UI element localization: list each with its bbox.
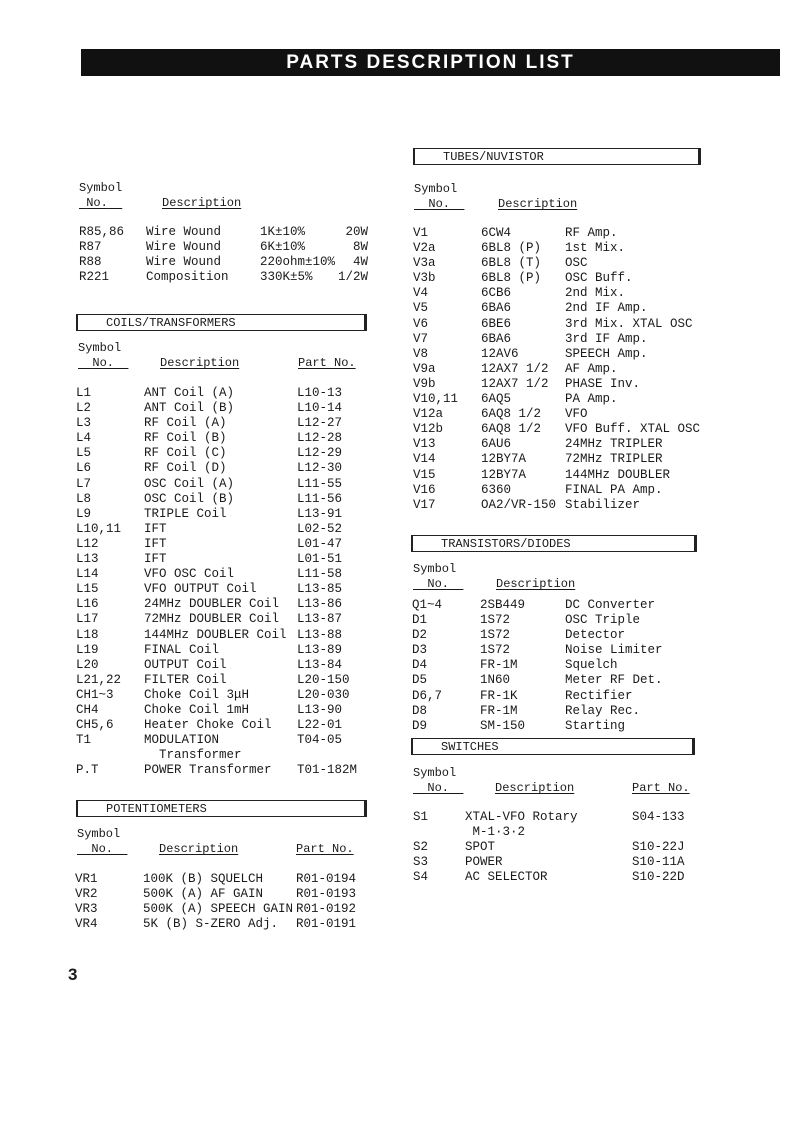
transistors-cell-type: SM-150 — [480, 718, 526, 733]
coils-cell-part: L13-85 — [297, 582, 343, 597]
coils-cell-part: T01-182M — [297, 763, 358, 778]
tubes-cell-sym: V13 — [413, 437, 436, 452]
tubes-cell-type: 6BA6 — [481, 301, 512, 316]
resistors-col-value — [260, 225, 335, 285]
transistors-col-type — [480, 598, 525, 734]
resistors-cell-desc: Composition — [146, 270, 229, 285]
coils-cell-desc: IFT — [144, 536, 167, 551]
resistors-cell-sym: R85,86 — [79, 225, 125, 239]
resistors-col-sym — [79, 225, 124, 285]
coils-cell-part: L13-90 — [297, 702, 343, 717]
potentiometers-cell-desc: 100K (B) SQUELCH — [143, 872, 264, 886]
coils-cell-desc: Heater Choke Coil — [144, 718, 272, 733]
tubes-cell-type: 6AQ8 1/2 — [481, 422, 542, 437]
switches-col-part — [632, 810, 685, 885]
tubes-cell-desc: 2nd Mix. — [565, 286, 626, 301]
coils-cell-sym: L1 — [76, 386, 92, 400]
tubes-cell-sym: V8 — [413, 346, 429, 361]
transistors-cell-sym: D1 — [412, 613, 428, 628]
coils-cell-desc: RF Coil (B) — [144, 431, 227, 446]
tubes-cell-sym: V7 — [413, 331, 429, 346]
coils-cell-sym: CH5,6 — [76, 718, 114, 733]
coils-section-header: COILS/TRANSFORMERS — [76, 314, 367, 331]
tubes-cell-desc: Stabilizer — [565, 497, 641, 512]
coils-symbol-header — [78, 341, 128, 371]
tubes-cell-desc: 72MHz TRIPLER — [565, 452, 663, 467]
coils-cell-part: L12-28 — [297, 431, 343, 446]
potentiometers-cell-desc: 500K (A) AF GAIN — [143, 887, 264, 902]
potentiometers-cell-part: R01-0194 — [296, 872, 357, 886]
tubes-cell-sym: V2a — [413, 241, 436, 256]
pot-symbol-header — [77, 827, 127, 857]
coils-cell-desc: MODULATION — [144, 733, 220, 748]
tubes-cell-type: 6360 — [481, 482, 512, 497]
potentiometers-cell-part: R01-0192 — [296, 902, 357, 917]
tubes-cell-sym: V3b — [413, 271, 436, 286]
resistors-cell-value: 220ohm±10% — [260, 255, 336, 270]
switches-cell-sym: S2 — [413, 840, 429, 855]
transistors-cell-type: 1S72 — [480, 613, 511, 628]
page-title: PARTS DESCRIPTION LIST — [81, 49, 780, 76]
symbol-label: Symbol — [79, 181, 123, 195]
coils-cell-part: L12-29 — [297, 446, 343, 461]
potentiometers-cell-sym: VR1 — [75, 872, 98, 886]
transistors-cell-desc: Starting — [565, 718, 626, 733]
resistors-col-desc — [146, 225, 229, 285]
transistors-cell-desc: DC Converter — [565, 598, 656, 612]
resistor-description-header: Description — [162, 196, 242, 210]
coils-cell-part: L11-55 — [297, 476, 343, 491]
coils-cell-desc: 24MHz DOUBLER Coil — [144, 597, 280, 612]
coils-cell-part: L13-87 — [297, 612, 343, 627]
tubes-cell-type: 6AU6 — [481, 437, 512, 452]
coils-cell-part: L13-91 — [297, 506, 343, 521]
potentiometers-cell-desc: 500K (A) SPEECH GAIN — [143, 902, 294, 917]
potentiometers-col-part — [296, 872, 356, 932]
transistors-cell-desc: Detector — [565, 628, 626, 643]
tubes-cell-sym: V5 — [413, 301, 429, 316]
switches-col-sym — [413, 810, 428, 885]
tubes-cell-desc: 144MHz DOUBLER — [565, 467, 671, 482]
tubes-description-header: Description — [498, 197, 578, 211]
no-label: No. — [92, 356, 115, 370]
transistors-col-desc — [565, 598, 663, 734]
switches-cell-desc: M-1·3·2 — [465, 825, 526, 840]
switches-description-header: Description — [495, 781, 575, 795]
coils-cell-desc: Transformer — [144, 748, 242, 763]
resistors-cell-value: 1K±10% — [260, 225, 306, 239]
no-label: No. — [427, 577, 450, 591]
tubes-cell-desc: PA Amp. — [565, 392, 618, 407]
tubes-cell-sym: V4 — [413, 286, 429, 301]
coils-col-desc — [144, 386, 287, 778]
symbol-label: Symbol — [413, 766, 457, 780]
coils-partno-header: Part No. — [298, 356, 356, 370]
transistors-cell-type: FR-1K — [480, 688, 518, 703]
transistors-cell-desc: Rectifier — [565, 688, 633, 703]
coils-cell-part: L11-58 — [297, 567, 343, 582]
transistors-cell-type: 1N60 — [480, 673, 511, 688]
coils-cell-sym: L12 — [76, 536, 99, 551]
tubes-cell-type: 6BL8 (P) — [481, 241, 542, 256]
coils-cell-desc: Choke Coil 3μH — [144, 687, 250, 702]
transistors-cell-desc: OSC Triple — [565, 613, 641, 628]
potentiometers-cell-sym: VR4 — [75, 917, 98, 932]
transistors-cell-desc: Squelch — [565, 658, 618, 673]
symbol-label: Symbol — [78, 341, 122, 355]
switches-cell-sym — [413, 825, 428, 840]
coils-cell-desc: 72MHz DOUBLER Coil — [144, 612, 280, 627]
resistors-cell-watt: 8W — [352, 240, 368, 255]
tubes-cell-desc: AF Amp. — [565, 361, 618, 376]
coils-cell-sym: L14 — [76, 567, 99, 582]
coils-cell-desc: FILTER Coil — [144, 672, 227, 687]
potentiometers-cell-part: R01-0191 — [296, 917, 357, 932]
coils-cell-part: L13-89 — [297, 642, 343, 657]
tubes-cell-sym: V6 — [413, 316, 429, 331]
coils-cell-part: L11-56 — [297, 491, 343, 506]
tubes-cell-desc: VFO — [565, 407, 588, 422]
tubes-cell-sym: V3a — [413, 256, 436, 271]
coils-cell-desc: VFO OUTPUT Coil — [144, 582, 257, 597]
coils-cell-part: L01-47 — [297, 536, 343, 551]
transistors-cell-type: FR-1M — [480, 703, 518, 718]
symbol-label: Symbol — [413, 562, 457, 576]
transistors-cell-desc: Relay Rec. — [565, 703, 641, 718]
coils-cell-sym: L16 — [76, 597, 99, 612]
potentiometers-cell-part: R01-0193 — [296, 887, 357, 902]
transistors-cell-sym: D4 — [412, 658, 428, 673]
coils-cell-part: L13-84 — [297, 657, 343, 672]
coils-cell-part: L02-52 — [297, 521, 343, 536]
coils-cell-sym: L13 — [76, 552, 99, 567]
coils-cell-desc: FINAL Coil — [144, 642, 220, 657]
resistors-cell-watt: 1/2W — [338, 270, 369, 285]
resistors-cell-value: 6K±10% — [260, 240, 306, 255]
coils-cell-part — [297, 748, 357, 763]
resistors-cell-value: 330K±5% — [260, 270, 313, 285]
tubes-cell-sym: V9a — [413, 361, 436, 376]
tubes-cell-desc: 3rd IF Amp. — [565, 331, 648, 346]
coils-cell-sym: L15 — [76, 582, 99, 597]
tubes-cell-sym: V16 — [413, 482, 436, 497]
transistors-cell-type: FR-1M — [480, 658, 518, 673]
coils-cell-sym: L21,22 — [76, 672, 122, 687]
tubes-cell-desc: OSC Buff. — [565, 271, 633, 286]
coils-cell-part: L01-51 — [297, 552, 343, 567]
resistors-cell-desc: Wire Wound — [146, 225, 222, 239]
transistors-cell-desc: Noise Limiter — [565, 643, 663, 658]
resistors-cell-watt: 4W — [352, 255, 368, 270]
potentiometers-col-desc — [143, 872, 293, 932]
potentiometers-cell-sym: VR2 — [75, 887, 98, 902]
coils-cell-sym: CH4 — [76, 702, 99, 717]
tubes-cell-sym: V15 — [413, 467, 436, 482]
tubes-cell-type: 6BE6 — [481, 316, 512, 331]
no-label: No. — [91, 842, 114, 856]
transistors-cell-type: 2SB449 — [480, 598, 526, 612]
coils-cell-desc: ANT Coil (A) — [144, 386, 235, 400]
resistors-cell-sym: R88 — [79, 255, 102, 270]
coils-cell-sym: L3 — [76, 416, 92, 431]
pot-description-header: Description — [159, 842, 239, 856]
tubes-cell-sym: V14 — [413, 452, 436, 467]
tubes-cell-type: 6BL8 (T) — [481, 256, 542, 271]
coils-cell-part: L20-150 — [297, 672, 350, 687]
tubes-cell-desc: 3rd Mix. XTAL OSC — [565, 316, 693, 331]
switches-cell-desc: XTAL-VFO Rotary — [465, 810, 578, 824]
tubes-cell-desc: FINAL PA Amp. — [565, 482, 663, 497]
switches-cell-desc: POWER — [465, 855, 503, 870]
coils-cell-sym: L4 — [76, 431, 92, 446]
pot-partno-header: Part No. — [296, 842, 354, 856]
tubes-cell-desc: 1st Mix. — [565, 241, 626, 256]
switches-cell-part: S10-11A — [632, 855, 685, 870]
transistors-symbol-header — [413, 562, 463, 592]
coils-col-sym — [76, 386, 121, 778]
resistor-symbol-header — [79, 181, 122, 211]
no-label: No. — [86, 196, 108, 210]
tubes-cell-type: 12AV6 — [481, 346, 519, 361]
transistors-cell-sym: D5 — [412, 673, 428, 688]
switches-cell-desc: AC SELECTOR — [465, 870, 548, 885]
switches-section-header: SWITCHES — [411, 738, 695, 755]
transistors-section-header: TRANSISTORS/DIODES — [411, 535, 697, 552]
coils-description-header: Description — [160, 356, 240, 370]
switches-col-desc — [465, 810, 578, 885]
coils-cell-sym: L6 — [76, 461, 92, 476]
tubes-cell-sym: V1 — [413, 226, 429, 240]
coils-cell-desc: ANT Coil (B) — [144, 401, 235, 416]
switches-cell-part: S04-133 — [632, 810, 685, 824]
coils-cell-sym: L2 — [76, 401, 92, 416]
coils-cell-part: T04-05 — [297, 733, 343, 748]
tubes-cell-desc: SPEECH Amp. — [565, 346, 648, 361]
coils-cell-sym: L20 — [76, 657, 99, 672]
coils-cell-sym: L17 — [76, 612, 99, 627]
coils-col-part — [297, 386, 357, 778]
transistors-cell-sym: D6,7 — [412, 688, 443, 703]
tubes-cell-type: 12AX7 1/2 — [481, 361, 549, 376]
coils-cell-sym: CH1~3 — [76, 687, 114, 702]
coils-cell-part: L12-30 — [297, 461, 343, 476]
coils-cell-desc: Choke Coil 1mH — [144, 702, 250, 717]
tubes-cell-type: 12AX7 1/2 — [481, 376, 549, 391]
transistors-cell-desc: Meter RF Det. — [565, 673, 663, 688]
tubes-cell-desc: 2nd IF Amp. — [565, 301, 648, 316]
transistors-cell-sym: Q1~4 — [412, 598, 443, 612]
tubes-cell-type: 12BY7A — [481, 467, 527, 482]
no-label: No. — [427, 781, 450, 795]
coils-cell-sym: L18 — [76, 627, 99, 642]
coils-cell-desc: OSC Coil (A) — [144, 476, 235, 491]
coils-cell-desc: RF Coil (A) — [144, 416, 227, 431]
switches-cell-sym: S1 — [413, 810, 429, 824]
tubes-cell-type: 6BA6 — [481, 331, 512, 346]
resistors-cell-sym: R87 — [79, 240, 102, 255]
switches-symbol-header — [413, 766, 463, 796]
tubes-col-type — [481, 226, 556, 513]
potentiometers-section-header: POTENTIOMETERS — [76, 800, 367, 817]
tubes-col-desc — [565, 226, 700, 513]
switches-cell-part: S10-22J — [632, 840, 685, 855]
tubes-cell-type: 6CW4 — [481, 226, 512, 240]
tubes-cell-desc: RF Amp. — [565, 226, 618, 240]
switches-cell-desc: SPOT — [465, 840, 496, 855]
transistors-cell-sym: D8 — [412, 703, 428, 718]
tubes-cell-desc: PHASE Inv. — [565, 376, 641, 391]
tubes-cell-type: 6AQ8 1/2 — [481, 407, 542, 422]
resistors-cell-desc: Wire Wound — [146, 240, 222, 255]
tubes-cell-sym: V17 — [413, 497, 436, 512]
tubes-cell-desc: VFO Buff. XTAL OSC — [565, 422, 701, 437]
coils-cell-desc: POWER Transformer — [144, 763, 272, 778]
transistors-cell-type: 1S72 — [480, 628, 511, 643]
coils-cell-desc: 144MHz DOUBLER Coil — [144, 627, 287, 642]
switches-cell-sym: S4 — [413, 870, 429, 885]
resistors-cell-desc: Wire Wound — [146, 255, 222, 270]
coils-cell-desc: RF Coil (D) — [144, 461, 227, 476]
tubes-section-header: TUBES/NUVISTOR — [413, 148, 701, 165]
potentiometers-cell-sym: VR3 — [75, 902, 98, 917]
coils-cell-sym: L8 — [76, 491, 92, 506]
coils-cell-desc: VFO OSC Coil — [144, 567, 235, 582]
coils-cell-desc: IFT — [144, 521, 167, 536]
coils-cell-desc: TRIPLE Coil — [144, 506, 227, 521]
symbol-label: Symbol — [77, 827, 121, 841]
tubes-cell-type: 6AQ5 — [481, 392, 512, 407]
tubes-cell-sym: V12b — [413, 422, 444, 437]
resistors-cell-watt: 20W — [345, 225, 368, 239]
switches-cell-part: S10-22D — [632, 870, 685, 885]
coils-cell-sym: L19 — [76, 642, 99, 657]
coils-cell-part: L10-14 — [297, 401, 343, 416]
transistors-col-sym — [412, 598, 442, 734]
coils-cell-sym: L5 — [76, 446, 92, 461]
switches-partno-header: Part No. — [632, 781, 690, 795]
tubes-cell-desc: 24MHz TRIPLER — [565, 437, 663, 452]
tubes-cell-type: 6CB6 — [481, 286, 512, 301]
symbol-label: Symbol — [414, 182, 458, 196]
coils-cell-part: L13-88 — [297, 627, 343, 642]
potentiometers-col-sym — [75, 872, 98, 932]
coils-cell-sym — [76, 748, 121, 763]
coils-cell-desc: RF Coil (C) — [144, 446, 227, 461]
tubes-cell-sym: V10,11 — [413, 392, 459, 407]
coils-cell-part: L10-13 — [297, 386, 343, 400]
switches-cell-part — [632, 825, 685, 840]
page-number: 3 — [68, 965, 78, 984]
resistors-col-watt — [338, 225, 368, 285]
tubes-symbol-header — [414, 182, 464, 212]
tubes-cell-sym: V9b — [413, 376, 436, 391]
coils-cell-desc: OUTPUT Coil — [144, 657, 227, 672]
coils-cell-part: L22-01 — [297, 718, 343, 733]
transistors-cell-sym: D9 — [412, 718, 428, 733]
coils-cell-sym: L7 — [76, 476, 92, 491]
tubes-cell-sym: V12a — [413, 407, 444, 422]
coils-cell-part: L13-86 — [297, 597, 343, 612]
transistors-cell-type: 1S72 — [480, 643, 511, 658]
coils-cell-desc: IFT — [144, 552, 167, 567]
transistors-description-header: Description — [496, 577, 576, 591]
transistors-cell-sym: D3 — [412, 643, 428, 658]
tubes-col-sym — [413, 226, 458, 513]
tubes-cell-desc: OSC — [565, 256, 588, 271]
no-label: No. — [428, 197, 451, 211]
switches-cell-sym: S3 — [413, 855, 429, 870]
coils-cell-sym: L9 — [76, 506, 92, 521]
resistors-cell-sym: R221 — [79, 270, 110, 285]
tubes-cell-type: 12BY7A — [481, 452, 527, 467]
tubes-cell-type: OA2/VR-150 — [481, 497, 557, 512]
coils-cell-sym: T1 — [76, 733, 92, 748]
coils-cell-part: L12-27 — [297, 416, 343, 431]
coils-cell-part: L20-030 — [297, 687, 350, 702]
coils-cell-desc: OSC Coil (B) — [144, 491, 235, 506]
potentiometers-cell-desc: 5K (B) S-ZERO Adj. — [143, 917, 279, 932]
coils-cell-sym: L10,11 — [76, 521, 122, 536]
tubes-cell-type: 6BL8 (P) — [481, 271, 542, 286]
transistors-cell-sym: D2 — [412, 628, 428, 643]
coils-cell-sym: P.T — [76, 763, 99, 778]
